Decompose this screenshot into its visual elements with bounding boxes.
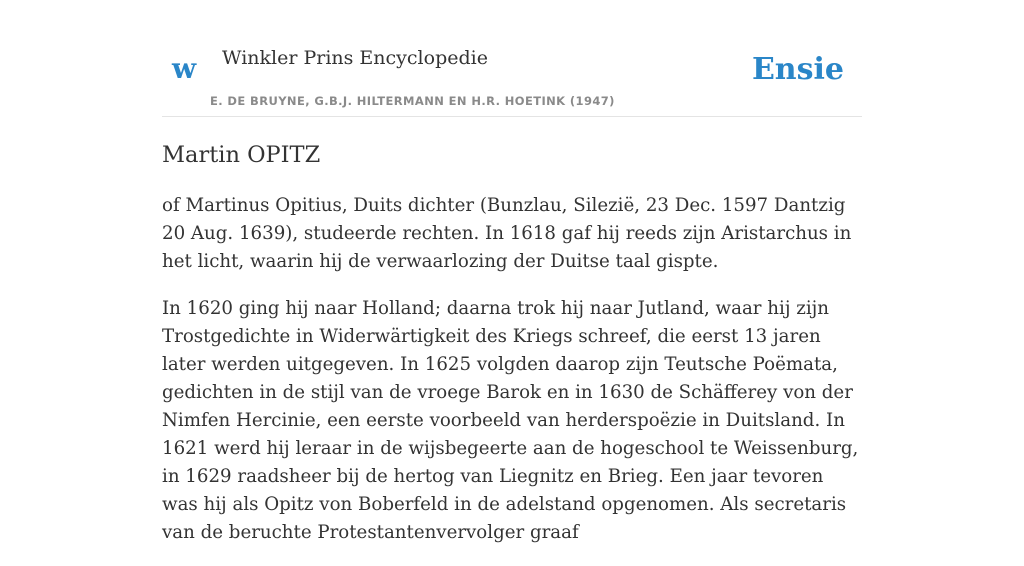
ensie-logo[interactable]: Ensie bbox=[751, 52, 844, 87]
source-logo-icon[interactable]: w bbox=[172, 52, 197, 85]
source-title-link[interactable]: Winkler Prins Encyclopedie bbox=[222, 47, 488, 69]
source-authors: E. DE BRUYNE, G.B.J. HILTERMANN EN H.R. HOETINK (1947) bbox=[210, 94, 615, 108]
article-body bbox=[162, 192, 862, 566]
article-paragraph: In 1620 ging hij naar Holland; daarna trok hij naar Jutland, waar hij zijn Trostgedichte in Widerwärtigkeit des Kriegs schreef, die eerst 13 jaren later werden uitgegeven. In 1625 volgden daarop zijn Teutsche Poëmata, gedichten in de stijl van de vroege Barok en in 1630 de Schäfferey von der Nimfen Hercinie, een eerste voorbeeld van herderspoëzie in Duitsland. In 1621 werd hij leraar in de wijsbegeerte aan de hogeschool te Weissenburg, in 1629 raadsheer bij de hertog van Liegnitz en Brieg. Een jaar tevoren was hij als Opitz von Boberfeld in de adelstand opgenomen. Als secretaris van de beruchte Protestantenvervolger graaf bbox=[162, 298, 859, 543]
article-paragraph: of Martinus Opitius, Duits dichter (Bunzlau, Silezië, 23 Dec. 1597 Dantzig 20 Aug. 1639), studeerde rechten. In 1618 gaf hij reeds zijn Aristarchus in het licht, waarin hij de verwaarlozing der Duitse taal gispte. bbox=[162, 195, 852, 272]
article-title: Martin OPITZ bbox=[162, 142, 321, 168]
source-header bbox=[162, 0, 862, 117]
